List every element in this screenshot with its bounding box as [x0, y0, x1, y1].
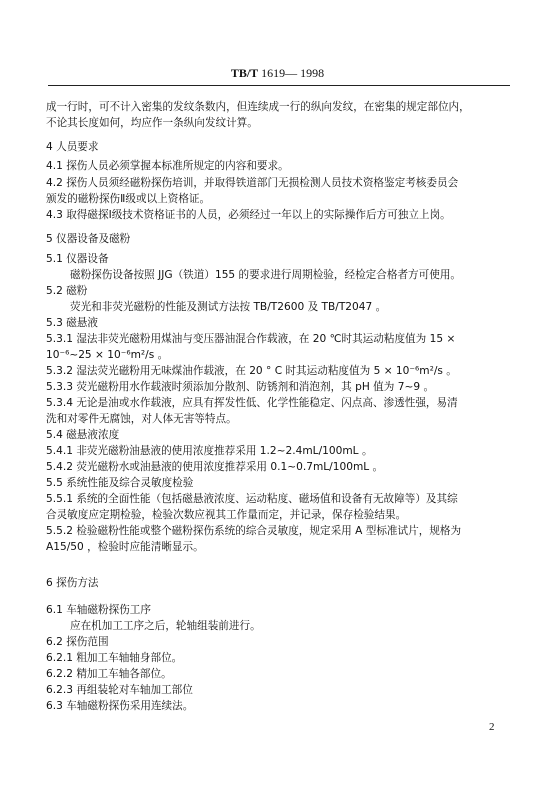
text-line: A15/50 ，检验时应能清晰显示。 — [46, 541, 204, 553]
text-line: 5.3.4 无论是油或水作载液，应具有挥发性低、化学性能稳定、闪点高、渗透性强，易清 — [46, 397, 458, 409]
text-line: 洗和对零件无腐蚀，对人体无害等特点。 — [46, 413, 237, 425]
text-line: 磁粉探伤设备按照 JJG（铁道）155 的要求进行周期检验，经检定合格者方可使用。 — [70, 269, 462, 281]
text-line: 5.2 磁粉 — [46, 285, 88, 297]
text-line: 10⁻⁶~25 × 10⁻⁶m²/s 。 — [46, 349, 169, 361]
text-line: 成一行时，可不计入密集的发纹条数内，但连续成一行的纵向发纹，在密集的规定部位内， — [46, 101, 470, 113]
page-number: 2 — [489, 721, 495, 733]
text-line: 5.5.1 系统的全面性能（包括磁悬液浓度、运动粘度、磁场值和设备有无故障等）及其综 — [46, 493, 458, 505]
text-line: 5.4 磁悬液浓度 — [46, 429, 120, 441]
standard-code: TB/T — [230, 66, 259, 80]
text-line: 6.3 车轴磁粉探伤采用连续法。 — [46, 700, 194, 712]
standard-year: — 1998 — [285, 66, 325, 80]
text-line: 5.4.2 荧光磁粉水或油悬液的使用浓度推荐采用 0.1~0.7mL/100mL 。 — [46, 461, 384, 473]
text-line: 颁发的磁粉探伤Ⅱ级或以上资格证。 — [46, 193, 211, 205]
text-line: 不论其长度如何，均应作一条纵向发纹计算。 — [46, 117, 258, 129]
text-line: 6.2.1 粗加工车轴轴身部位。 — [46, 652, 183, 664]
header-rule — [48, 85, 510, 86]
text-line: 4.3 取得磁探Ⅰ级技术资格证书的人员，必须经过一年以上的实际操作后方可独立上岗。 — [46, 209, 451, 221]
text-line: 合灵敏度应定期检验，检验次数应视其工作量而定，并记录，保存检验结果。 — [46, 509, 407, 521]
text-line: 4.1 探伤人员必须掌握本标准所规定的内容和要求。 — [46, 160, 289, 172]
text-line: 4 人员要求 — [46, 141, 99, 153]
text-line: 5 仪器设备及磁粉 — [46, 233, 131, 245]
text-line: 6 探伤方法 — [46, 577, 99, 589]
text-line: 5.3.2 湿法荧光磁粉用无味煤油作载液，在 20 ° C 时其运动粘度值为 5 × 10⁻⁶m²/s 。 — [46, 365, 457, 377]
text-line: 荧光和非荧光磁粉的性能及测试方法按 TB/T2600 及 TB/T2047 。 — [70, 301, 387, 313]
text-line: 5.4.1 非荧光磁粉油悬液的使用浓度推荐采用 1.2~2.4mL/100mL 。 — [46, 445, 373, 457]
text-line: 5.3.3 荧光磁粉用水作载液时须添加分散剂、防锈剂和消泡剂，其 pH 值为 7~9 。 — [46, 381, 435, 393]
text-line: 4.2 探伤人员须经磁粉探伤培训，并取得铁道部门无损检测人员技术资格鉴定考核委员会 — [46, 177, 459, 189]
page-header — [0, 66, 555, 81]
text-line: 6.2.2 精加工车轴各部位。 — [46, 668, 172, 680]
text-line: 5.3.1 湿法非荧光磁粉用煤油与变压器油混合作载液，在 20 ℃时其运动粘度值为 15 × — [46, 333, 456, 345]
text-line: 5.3 磁悬液 — [46, 317, 98, 329]
standard-number: 1619 — [261, 66, 286, 80]
text-line: 5.1 仪器设备 — [46, 253, 109, 265]
text-line: 6.2 探伤范围 — [46, 636, 109, 648]
text-line: 应在机加工工序之后，轮轴组装前进行。 — [70, 620, 261, 632]
text-line: 5.5 系统性能及综合灵敏度检验 — [46, 477, 194, 489]
text-line: 6.2.3 再组装轮对车轴加工部位 — [46, 684, 193, 696]
text-line: 6.1 车轴磁粉探伤工序 — [46, 604, 151, 616]
text-line: 5.5.2 检验磁粉性能或整个磁粉探伤系统的综合灵敏度，规定采用 A 型标准试片，规格为 — [46, 525, 462, 537]
